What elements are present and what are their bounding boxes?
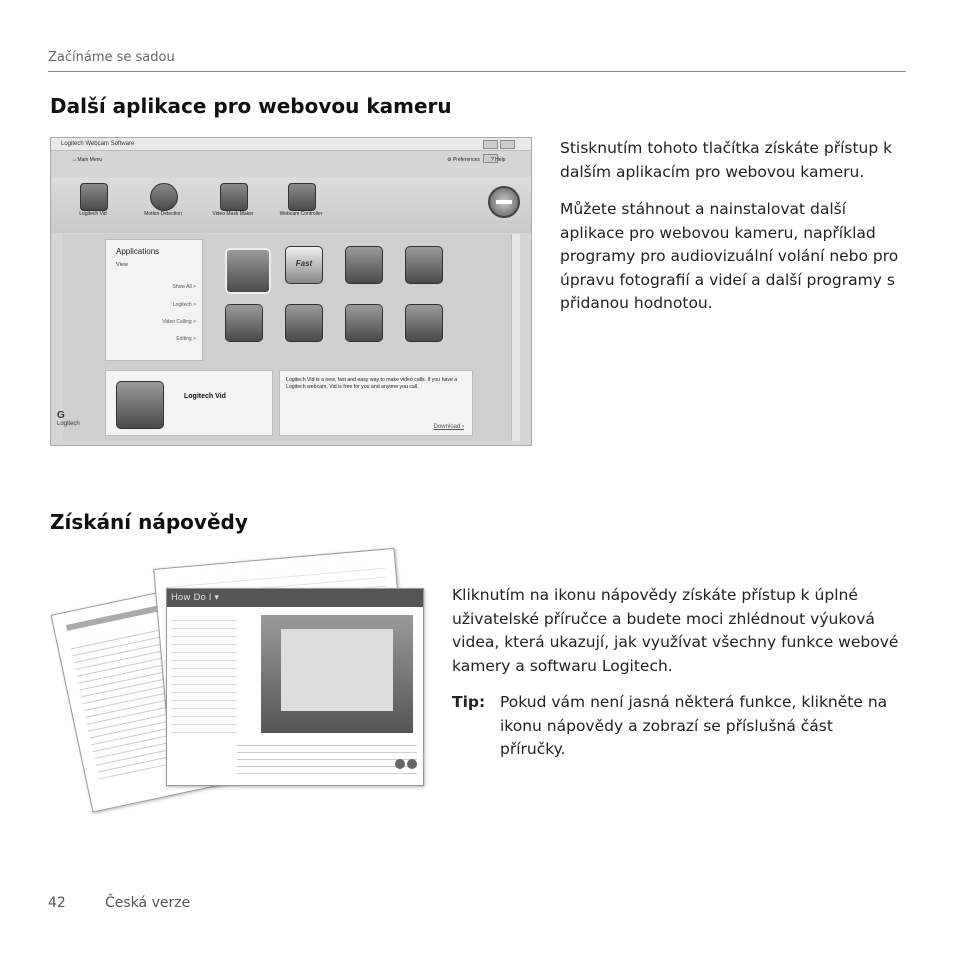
- motion-detection-icon: [150, 183, 178, 211]
- header-divider: [48, 71, 906, 72]
- app-description: Logitech Vid is a new, fast and easy way to make video calls. If you have a Logitech webcam, Vid is free for you and anyone you call.: [286, 377, 458, 390]
- help-description: [237, 739, 417, 779]
- camera-tile[interactable]: [345, 246, 383, 284]
- logitech-logo: G Logitech: [57, 410, 80, 427]
- mask-tile[interactable]: [405, 246, 443, 284]
- view-label: View: [116, 262, 128, 268]
- next-icon[interactable]: [395, 759, 405, 769]
- people-tile[interactable]: [285, 304, 323, 342]
- webcam-software-screenshot: [50, 137, 532, 446]
- app-logitech-vid[interactable]: Logitech Vid: [63, 183, 123, 217]
- tile-logitech-vid[interactable]: [225, 248, 271, 294]
- download-link[interactable]: Download ›: [433, 424, 464, 430]
- window-controls[interactable]: [483, 140, 527, 148]
- applications-title: Applications: [116, 247, 160, 256]
- main-menu-link[interactable]: ⌂ Main Menu: [73, 157, 103, 163]
- skype-tile[interactable]: [225, 304, 263, 342]
- selected-app-panel: [105, 370, 273, 436]
- applications-view-panel: [105, 239, 203, 361]
- menu-bar: [51, 151, 531, 181]
- app-video-mask-maker[interactable]: Video Mask Maker: [203, 183, 263, 217]
- chat-tile[interactable]: [345, 304, 383, 342]
- minimize-icon[interactable]: [483, 140, 498, 149]
- section1-paragraph2: Můžete stáhnout a nainstalovat další aplikace pro webovou kameru, například programy pro audiovizuální volání nebo pro úpravu fotografií a videí a další programy s přidanou hodnotou.: [560, 200, 899, 312]
- window-title: Logitech Webcam Software: [61, 141, 135, 147]
- tile-fast[interactable]: Fast: [285, 246, 323, 284]
- running-header: Začínáme se sadou: [48, 50, 175, 65]
- page-number: 42: [48, 895, 66, 911]
- messenger-tile[interactable]: [405, 304, 443, 342]
- preferences-link[interactable]: ⚙ Preferences: [447, 157, 480, 163]
- help-topic-list[interactable]: [171, 613, 237, 733]
- mask-icon: [220, 183, 248, 211]
- app-toolbar: [51, 178, 531, 233]
- more-apps-button[interactable]: [488, 186, 520, 218]
- logitech-vid-icon: [80, 183, 108, 211]
- scrollbar[interactable]: [511, 234, 520, 441]
- selected-app-name: Logitech Vid: [184, 393, 226, 400]
- app-webcam-controller[interactable]: Webcam Controller: [271, 183, 331, 217]
- view-editing[interactable]: Editing >: [176, 336, 196, 342]
- tip-label: Tip:: [452, 693, 486, 711]
- section2-heading: Získání nápovědy: [50, 510, 248, 534]
- how-do-i-bar: How Do I ▾: [167, 589, 423, 607]
- controller-icon: [288, 183, 316, 211]
- minus-icon: [496, 200, 512, 204]
- prev-icon[interactable]: [407, 759, 417, 769]
- section2-paragraph: Kliknutím na ikonu nápovědy získáte přístup k úplné uživatelské příručce a budete moci zhlédnout výuková videa, která ukazují, jak využívat všechny funkce webové kamery a softwaru Logitech.: [452, 586, 899, 675]
- section1-paragraph1: Stisknutím tohoto tlačítka získáte přístup k dalším aplikacím pro webovou kameru.: [560, 139, 893, 181]
- applications-area: [57, 234, 519, 441]
- footer-language: Česká verze: [105, 895, 191, 911]
- window-titlebar: [51, 138, 531, 151]
- view-show-all[interactable]: Show All >: [172, 284, 196, 290]
- help-link[interactable]: ? Help: [491, 157, 506, 163]
- view-video-calling[interactable]: Video Calling >: [162, 319, 196, 325]
- tutorial-video[interactable]: [261, 615, 413, 733]
- app-description-panel: [279, 370, 473, 436]
- help-manual-screenshot: [62, 558, 424, 826]
- maximize-icon[interactable]: [500, 140, 515, 149]
- tip-text: Pokud vám není jasná některá funkce, klikněte na ikonu nápovědy a zobrazí se příslušná část příručky.: [500, 693, 888, 758]
- logitech-vid-icon: [116, 381, 164, 429]
- app-motion-detection[interactable]: Motion Detection: [133, 183, 193, 217]
- section1-heading: Další aplikace pro webovou kameru: [50, 94, 452, 118]
- view-logitech[interactable]: Logitech >: [172, 302, 196, 308]
- help-window: [166, 588, 424, 786]
